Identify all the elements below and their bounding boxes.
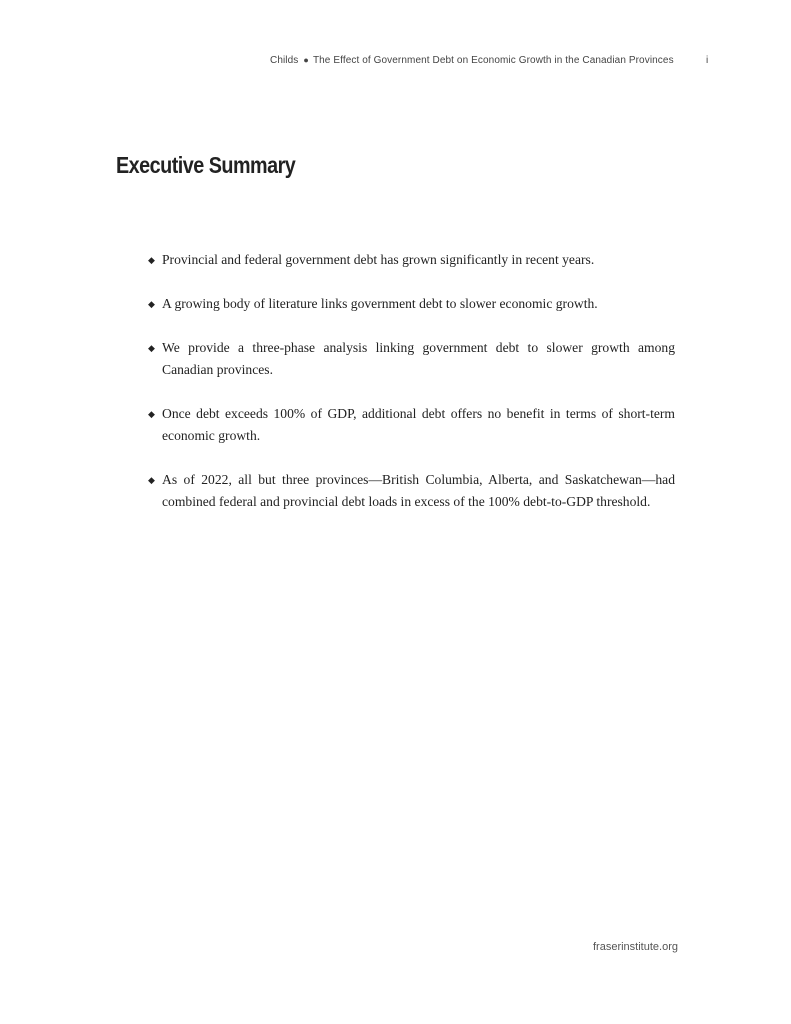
list-item: [148, 293, 675, 315]
header-title: The Effect of Government Debt on Economic Growth in the Canadian Provinces: [312, 55, 674, 66]
header-separator-icon: ●: [303, 55, 309, 65]
bullet-text: As of 2022, all but three provinces—British Columbia, Alberta, and Saskatchewan—had combined federal and provincial debt loads in excess of the 100% debt-to-GDP threshold.: [162, 472, 675, 509]
list-item: [148, 249, 675, 271]
diamond-bullet-icon: ◆: [148, 255, 155, 265]
bullet-text: Once debt exceeds 100% of GDP, additional debt offers no benefit in terms of short-term economic growth.: [162, 406, 675, 443]
diamond-bullet-icon: ◆: [148, 409, 155, 419]
list-item: [148, 337, 675, 381]
bullet-text: A growing body of literature links government debt to slower economic growth.: [162, 296, 598, 311]
summary-bullet-list: [148, 249, 675, 535]
diamond-bullet-icon: ◆: [148, 343, 155, 353]
diamond-bullet-icon: ◆: [148, 299, 155, 309]
bullet-text: Provincial and federal government debt has grown significantly in recent years.: [162, 252, 595, 267]
bullet-text: We provide a three-phase analysis linking government debt to slower growth among Canadian provinces.: [162, 340, 675, 377]
diamond-bullet-icon: ◆: [148, 475, 155, 485]
header-author: Childs: [270, 55, 299, 66]
page-number: i: [706, 55, 709, 66]
running-header: [270, 55, 675, 66]
footer-website: fraserinstitute.org: [593, 941, 678, 953]
list-item: [148, 403, 675, 447]
list-item: [148, 469, 675, 513]
page-title: Executive Summary: [116, 152, 296, 178]
